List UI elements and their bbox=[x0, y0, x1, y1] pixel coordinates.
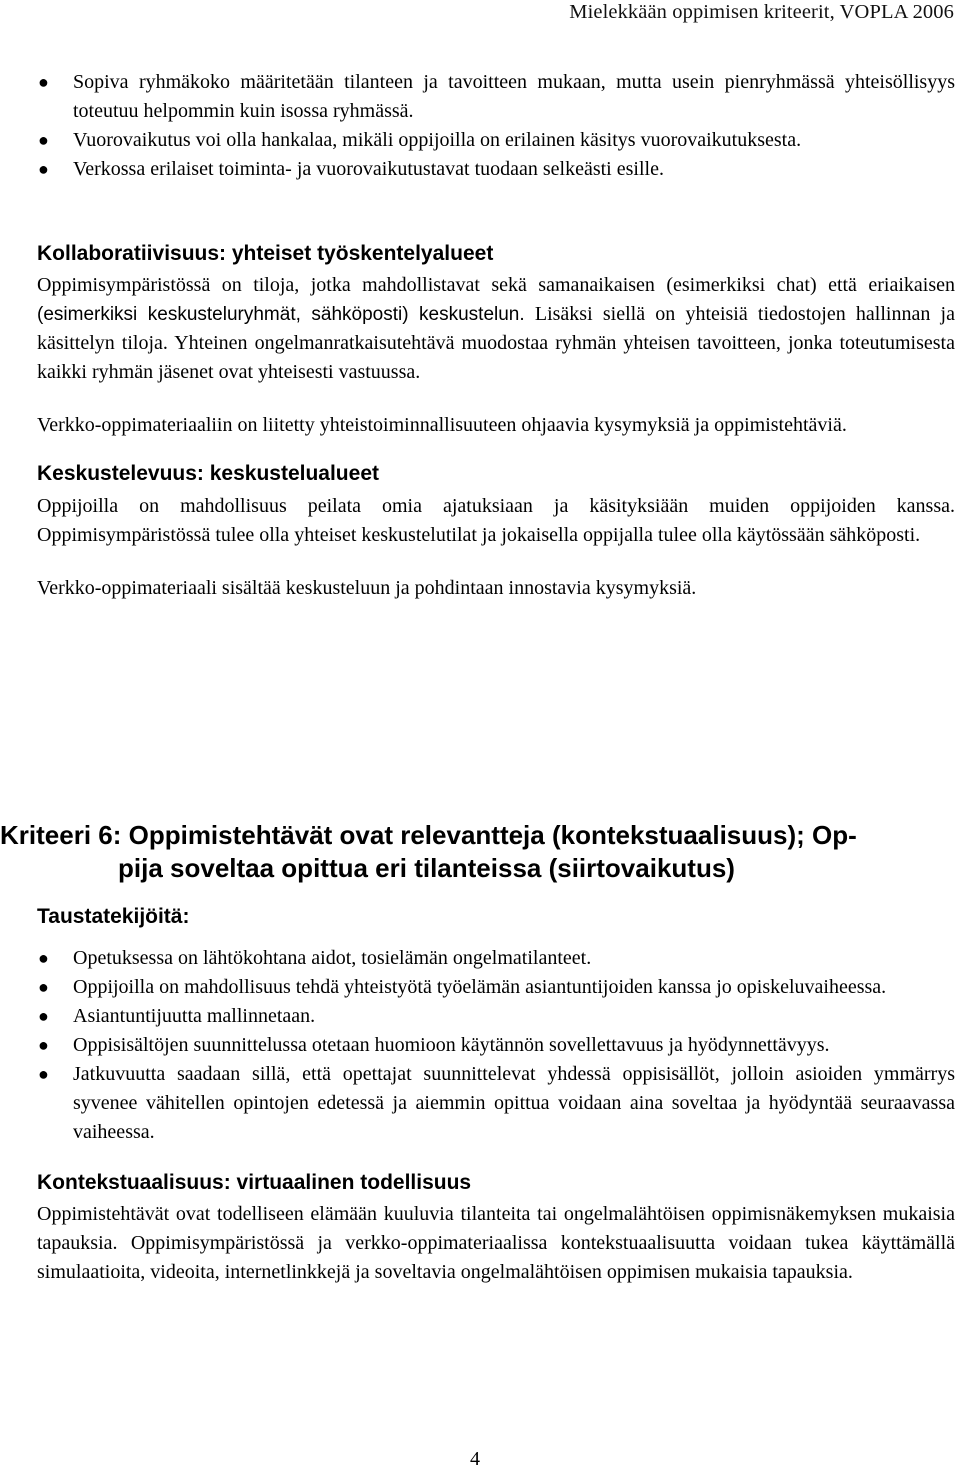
list-item bbox=[37, 126, 955, 155]
list-item-text: Opetuksessa on lähtökohtana aidot, tosielämän ongelmatilanteet. bbox=[73, 947, 592, 969]
bullet-icon: ● bbox=[38, 159, 49, 179]
page-number: 4 bbox=[470, 1448, 480, 1470]
keskustelu-paragraph-2: Verkko-oppimateriaali sisältää keskusteluun ja pohdintaan innostavia kysymyksiä. bbox=[37, 577, 697, 599]
kollab-paragraph-2: Verkko-oppimateriaaliin on liitetty yhteistoiminnallisuuteen ohjaavia kysymyksiä ja oppimistehtäviä. bbox=[37, 414, 847, 436]
intro-bullet-list bbox=[37, 68, 955, 184]
list-item bbox=[37, 973, 955, 1002]
kollab-text-b: Lisäksi siellä on yhteisiä tiedostojen hallinnan ja käsittelyn tiloja. Yhteinen ongelmanratkaisutehtävä muodostaa ryhmän yhteisen tavoitteen, jonka toteutumisesta kaikki ryhmän jäsenet ovat yhteisesti vastuussa. bbox=[37, 303, 955, 383]
list-item-text: Oppijoilla on mahdollisuus tehdä yhteistyötä työelämän asiantuntijoiden kanssa jo opiskeluvaiheessa. bbox=[73, 976, 887, 998]
list-item bbox=[37, 155, 955, 184]
section-heading-keskustelevuus: Keskustelevuus: keskustelualueet bbox=[37, 462, 379, 485]
page-content bbox=[37, 68, 955, 603]
section-heading-kontekstuaalisuus: Kontekstuaalisuus: virtuaalinen todellisuus bbox=[37, 1171, 472, 1194]
list-item-text: Verkossa erilaiset toiminta- ja vuorovaikutustavat tuodaan selkeästi esille. bbox=[73, 158, 664, 180]
page-content-lower bbox=[37, 903, 955, 1287]
section-heading-taustatekijat: Taustatekijöitä: bbox=[37, 905, 190, 928]
konteksti-paragraph-1: Oppimistehtävät ovat todelliseen elämään kuuluvia tilanteita tai ongelmalähtöisen oppimisnäkemyksen mukaisia tapauksia. Oppimisympäristössä ja verkko-oppimateriaalissa kontekstuaalisuutta voidaan tukea käyttämällä simulaatioita, videoita, internetlinkkejä ja soveltavia ongelmalähtöisen oppimisen mukaisia tapauksia. bbox=[37, 1203, 955, 1283]
list-item-text: Jatkuvuutta saadaan sillä, että opettajat suunnittelevat yhdessä oppisisällöt, jolloin asioiden ymmärrys syvenee vähitellen opintojen edetessä ja aiemmin opittua voidaan aina soveltaa ja hyödyntää seuraavassa vaiheessa. bbox=[73, 1063, 955, 1143]
list-item-text: Oppisisältöjen suunnittelussa otetaan huomioon käytännön sovellettavuus ja hyödynnettävyys. bbox=[73, 1034, 830, 1056]
list-item bbox=[37, 1031, 955, 1060]
keskustelu-paragraph-1: Oppijoilla on mahdollisuus peilata omia ajatuksiaan ja käsityksiään muiden oppijoiden kanssa. Oppimisympäristössä tulee olla yhteiset keskustelutilat ja jokaisella oppijalla tulee olla käytössään sähköposti. bbox=[37, 495, 955, 546]
list-item bbox=[37, 1060, 955, 1147]
bullet-icon: ● bbox=[38, 948, 49, 968]
bullet-icon: ● bbox=[38, 130, 49, 150]
bullet-icon: ● bbox=[38, 1035, 49, 1055]
bullet-icon: ● bbox=[38, 1006, 49, 1026]
list-item bbox=[37, 68, 955, 126]
criterion-heading-line-2: pija soveltaa opittua eri tilanteissa (siirtovaikutus) bbox=[118, 853, 735, 883]
criterion-heading-line-1: Kriteeri 6: Oppimistehtävät ovat relevantteja (kontekstuaalisuus); Op- bbox=[0, 820, 857, 850]
list-item-text: Asiantuntijuutta mallinnetaan. bbox=[73, 1005, 316, 1027]
list-item-text: Sopiva ryhmäkoko määritetään tilanteen ja tavoitteen mukaan, mutta usein pienryhmässä yhteisöllisyys toteutuu helpommin kuin isossa ryhmässä. bbox=[73, 71, 955, 122]
kollab-text-sans: (esimerkiksi keskusteluryhmät, sähköposti) keskustelun. bbox=[37, 304, 525, 325]
list-item bbox=[37, 944, 955, 973]
list-item bbox=[37, 1002, 955, 1031]
bullet-icon: ● bbox=[38, 72, 49, 92]
section-heading-kollaboratiivisuus: Kollaboratiivisuus: yhteiset työskentelyalueet bbox=[37, 242, 494, 265]
list-item-text: Vuorovaikutus voi olla hankalaa, mikäli oppijoilla on erilainen käsitys vuorovaikutuksesta. bbox=[73, 129, 802, 151]
kollab-paragraph-1 bbox=[37, 271, 955, 387]
bullet-icon: ● bbox=[38, 977, 49, 997]
running-header: Mielekkään oppimisen kriteerit, VOPLA 2006 bbox=[569, 1, 954, 23]
background-bullet-list bbox=[37, 944, 955, 1147]
bullet-icon: ● bbox=[38, 1064, 49, 1084]
kollab-text-a: Oppimisympäristössä on tiloja, jotka mahdollistavat sekä samanaikaisen (esimerkiksi chat) että eriaikaisen bbox=[37, 274, 955, 296]
